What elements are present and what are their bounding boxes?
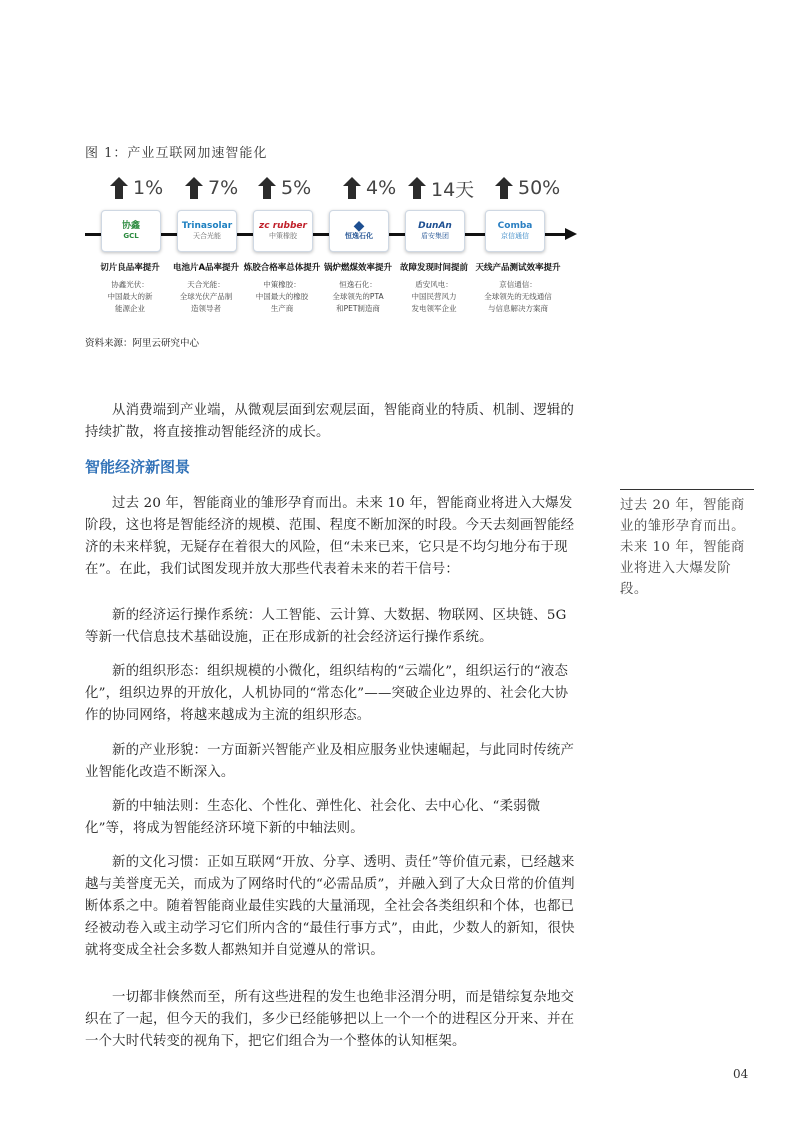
company-line: 和PET制造商 [336, 304, 380, 313]
logo-subtext: 盾安集团 [421, 232, 449, 240]
logo-mark-icon: ◆ [353, 218, 365, 234]
company-line: 京信通信： [499, 280, 537, 289]
company-logo [485, 210, 545, 252]
company-logo [329, 210, 389, 252]
logo-subtext: GCL [123, 232, 139, 240]
stat-item [110, 176, 163, 200]
logo-subtext: 天合光能 [193, 232, 221, 240]
company-logo [177, 210, 237, 252]
stat-value: 7% [208, 177, 239, 199]
company-description [318, 279, 398, 315]
up-arrow-icon [185, 177, 203, 199]
company-description [394, 279, 474, 315]
logo-name: 恒逸石化 [345, 232, 373, 240]
stat-item [185, 176, 238, 200]
company-line: 造领导者 [191, 304, 221, 313]
logo-subtext: 中策橡胶 [269, 232, 297, 240]
company-line: 协鑫光伏： [111, 280, 149, 289]
company-logo [253, 210, 313, 252]
figure-source: 资料来源：阿里云研究中心 [85, 338, 200, 349]
company-line: 中国民营风力 [411, 292, 457, 301]
company-description [166, 279, 246, 315]
company-line: 发电领军企业 [411, 304, 457, 313]
stat-value: 14天 [431, 178, 475, 201]
body-paragraph: 过去 20 年，智能商业的雏形孕育而出。未来 10 年，智能商业将进入大爆发阶段，这也将是智能经济的规模、范围、程度不断加深的时段。今天去刻画智能经济的未来样貌，无疑存在着很大的风险，但“未来已来，它只是不均匀地分布于现在”。在此，我们试图发现并放大那些代表着未来的若干信号： [85, 496, 575, 577]
body-paragraph: 新的产业形貌：一方面新兴智能产业及相应服务业快速崛起，与此同时传统产业智能化改造不断深入。 [85, 743, 575, 780]
company-description [242, 279, 322, 315]
up-arrow-icon [343, 177, 361, 199]
up-arrow-icon [495, 177, 513, 199]
body-paragraph: 新的组织形态：组织规模的小微化，组织结构的“云端化”，组织运行的“液态化”，组织边界的开放化，人机协同的“常态化”——突破企业边界的、社会化大协作的协同网络，将越来越成为主流的组织形态。 [85, 664, 569, 723]
timeline-arrow-icon [565, 228, 577, 240]
metric-label: 炼胶合格率总体提升 [243, 263, 321, 273]
page-number: 04 [733, 1067, 749, 1081]
company-description [90, 279, 170, 315]
section-title: 智能经济新图景 [85, 458, 191, 476]
metric-label: 切片良品率提升 [100, 263, 160, 273]
company-line: 中国最大的橡胶 [255, 292, 309, 301]
pull-quote: 过去 20 年，智能商业的雏形孕育而出。未来 10 年，智能商业将进入大爆发阶段。 [620, 489, 754, 600]
company-line: 全球领先的无线通信 [484, 292, 552, 301]
company-line: 盾安风电： [415, 280, 453, 289]
company-line: 全球领先的PTA [332, 292, 384, 301]
figure-caption: 图 1：产业互联网加速智能化 [85, 146, 268, 161]
stat-item [258, 176, 311, 200]
up-arrow-icon [258, 177, 276, 199]
body-paragraph: 新的经济运行操作系统：人工智能、云计算、大数据、物联网、区块链、5G 等新一代信息技术基础设施，正在形成新的社会经济运行操作系统。 [85, 608, 567, 645]
metric-label: 电池片A品率提升 [172, 263, 240, 273]
up-arrow-icon [110, 177, 128, 199]
company-description [473, 279, 563, 315]
stat-value: 50% [518, 177, 561, 199]
company-logo [101, 210, 161, 252]
company-line: 天合光能： [187, 280, 225, 289]
logo-name: DunAn [418, 221, 452, 231]
logo-name: Trinasolar [181, 221, 233, 231]
company-line: 全球光伏产品制 [179, 292, 233, 301]
stat-value: 1% [133, 177, 164, 199]
intro-paragraph: 从消费端到产业端，从微观层面到宏观层面，智能商业的特质、机制、逻辑的持续扩散，将直接推动智能经济的成长。 [85, 403, 575, 440]
metric-label: 故障发现时间提前 [399, 263, 468, 273]
figure-timeline [85, 168, 585, 353]
company-line: 生产商 [270, 304, 294, 313]
stat-value: 4% [366, 177, 397, 199]
company-line: 中策橡胶： [263, 280, 301, 289]
metric-label: 锅炉燃煤效率提升 [323, 263, 392, 273]
company-line: 与信息解决方案商 [488, 304, 548, 313]
logo-name: Comba [497, 221, 533, 231]
logo-subtext: 京信通信 [501, 232, 529, 240]
company-logo [405, 210, 465, 252]
up-arrow-icon [408, 177, 426, 199]
metric-label: 天线产品测试效率提升 [475, 263, 561, 273]
company-line: 中国最大的新 [107, 292, 153, 301]
stat-value: 5% [281, 177, 312, 199]
company-line: 能源企业 [115, 304, 145, 313]
stat-item [343, 176, 396, 200]
body-paragraph: 新的文化习惯：正如互联网“开放、分享、透明、责任”等价值元素，已经越来越与美誉度无关，而成为了网络时代的“必需品质”，并融入到了大众日常的价值判断体系之中。随着智能商业最佳实践的大量涌现，全社会各类组织和个体，也都已经被动卷入或主动学习它们所内含的“最佳行事方式”，由此，少数人的新知，很快就将变成全社会多数人都熟知并自觉遵从的常识。 [85, 855, 575, 958]
body-paragraph: 新的中轴法则：生态化、个性化、弹性化、社会化、去中心化、“柔弱微化”等，将成为智能经济环境下新的中轴法则。 [85, 799, 541, 836]
body-paragraph: 一切都非倏然而至，所有这些进程的发生也绝非泾渭分明，而是错综复杂地交织在了一起，但今天的我们，多少已经能够把以上一个一个的进程区分开来、并在一个大时代转变的视角下，把它们组合为一个整体的认知框架。 [85, 990, 575, 1049]
logo-name: zc rubber [259, 221, 307, 231]
company-line: 恒逸石化： [339, 280, 377, 289]
stat-item [408, 176, 474, 200]
logo-name: 协鑫 [121, 221, 140, 231]
stat-item [495, 176, 560, 200]
